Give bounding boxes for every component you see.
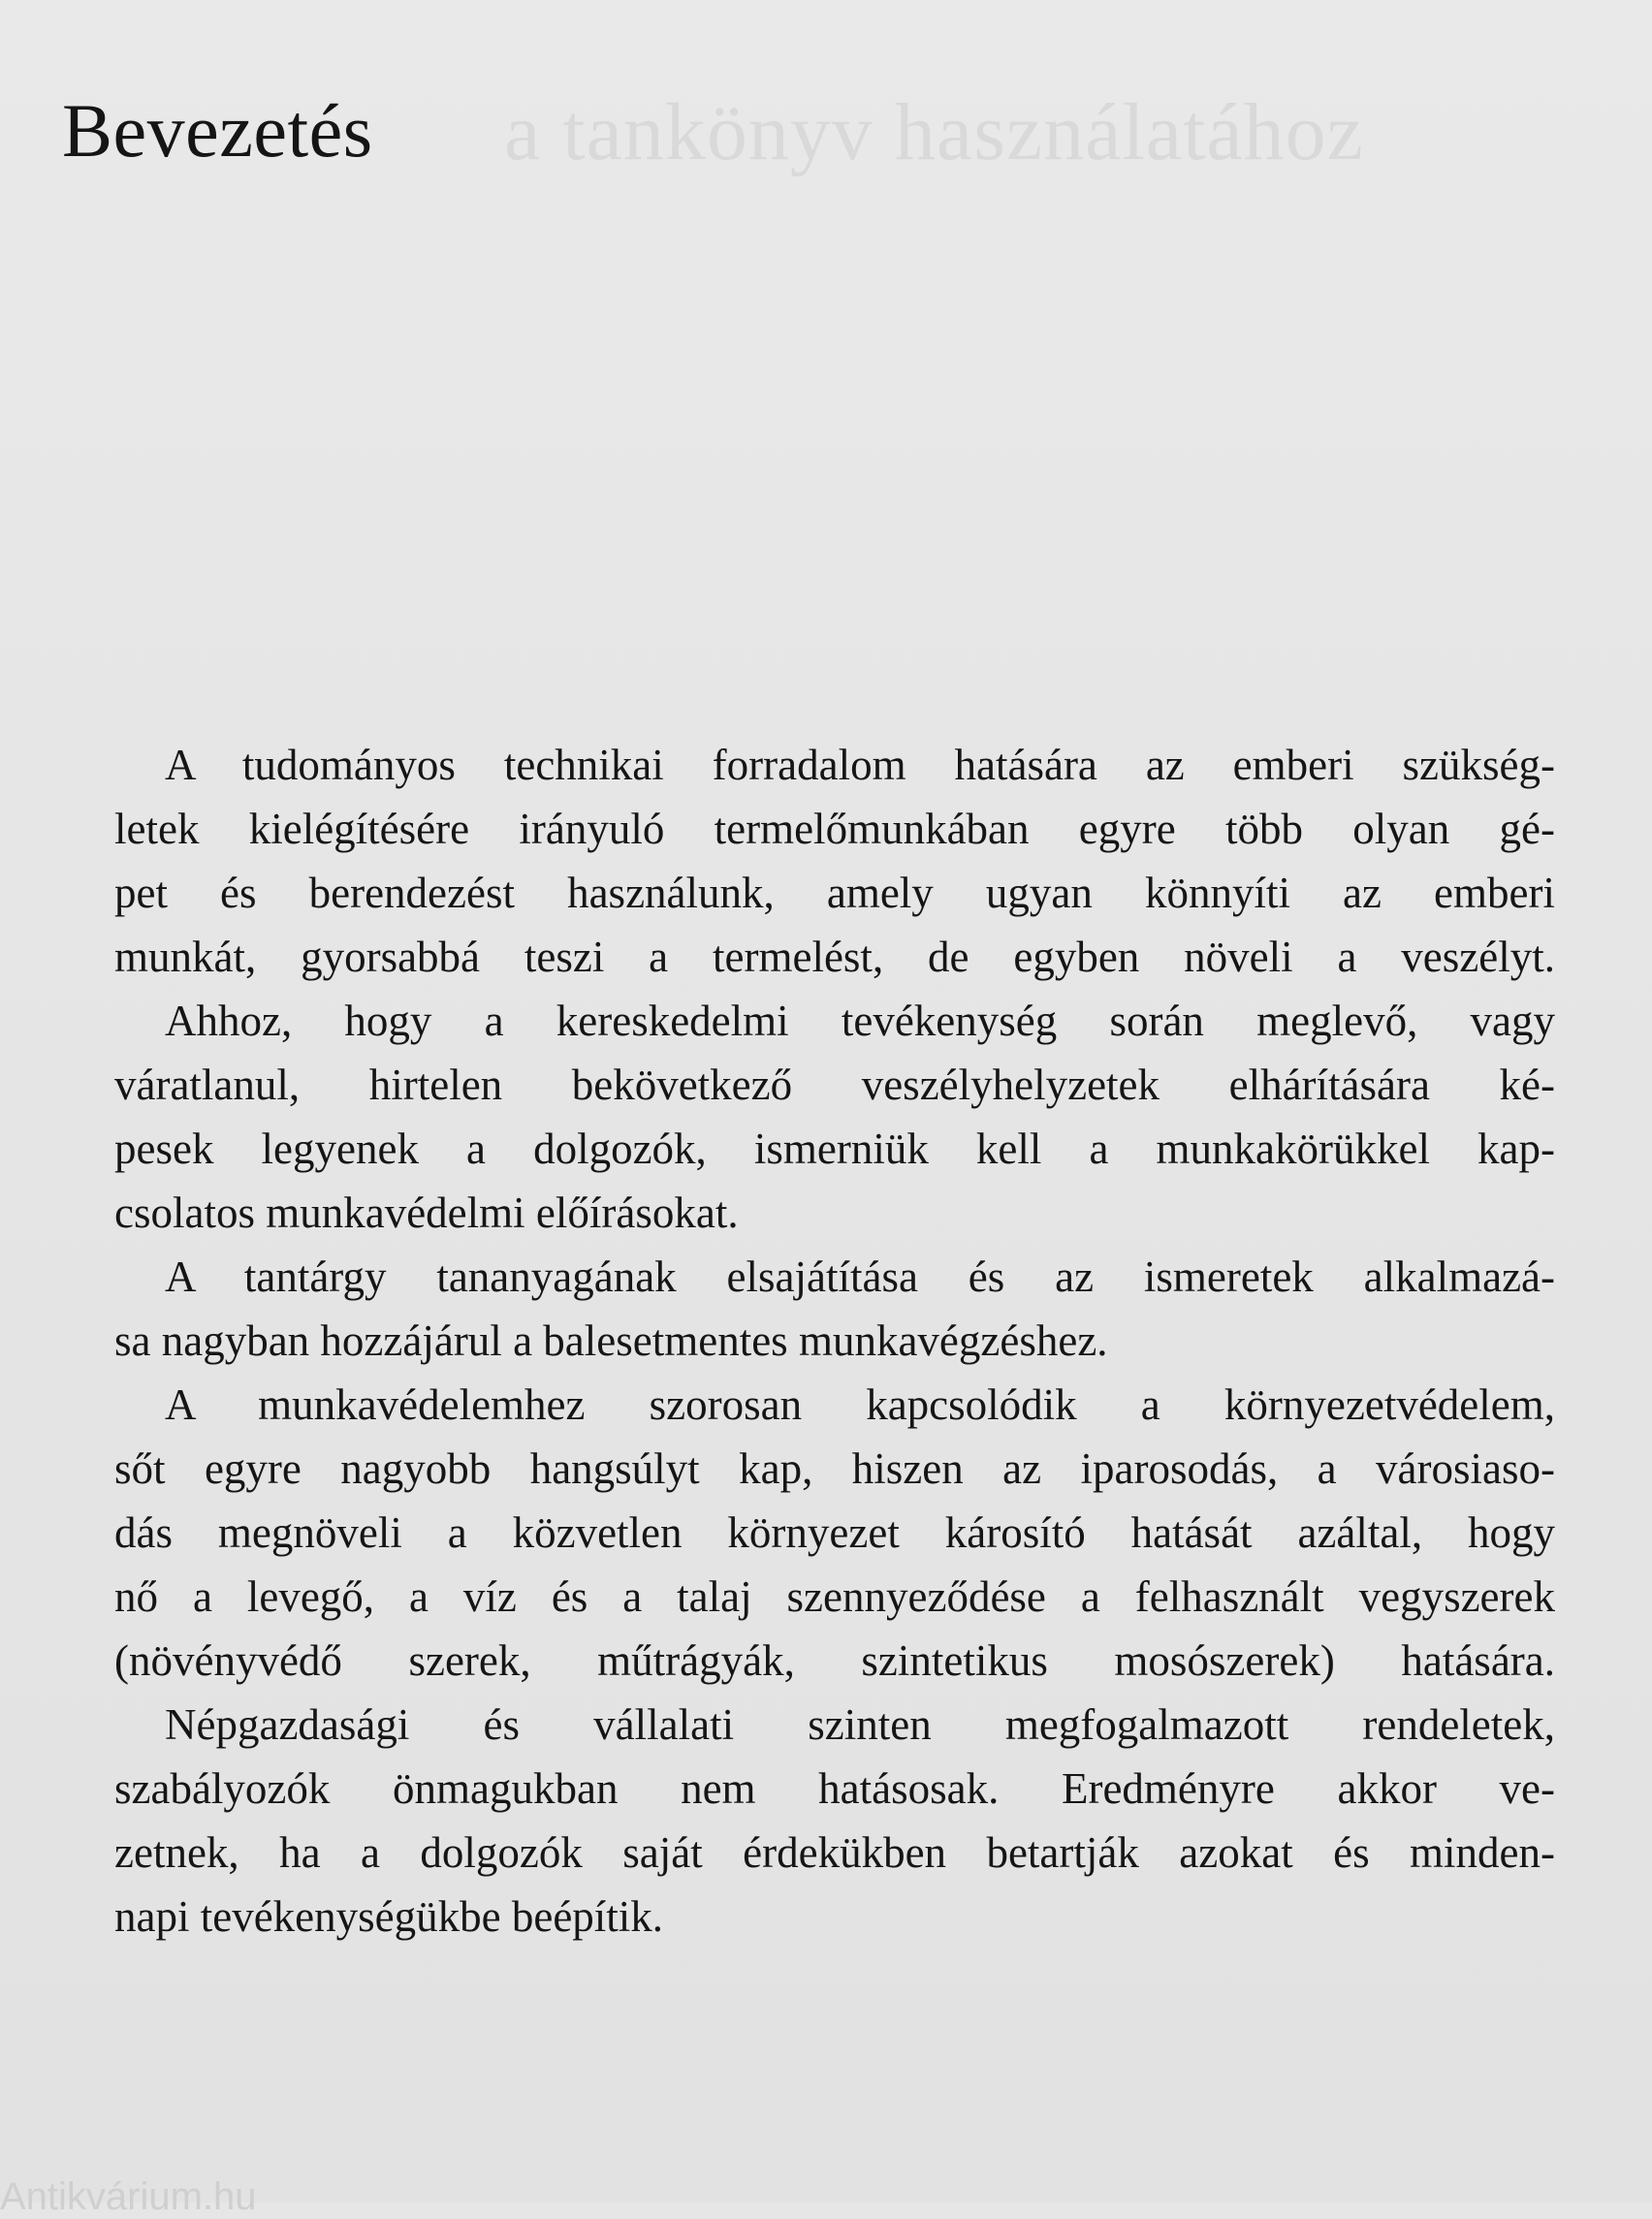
text-line: szabályozók önmagukban nem hatásosak. Eredményre akkor ve- xyxy=(114,1764,1555,1813)
text-line: pet és berendezést használunk, amely ugyan könnyíti az emberi xyxy=(114,869,1555,917)
text-line: zetnek, ha a dolgozók saját érdekükben betartják azokat és minden- xyxy=(114,1828,1555,1877)
text-line: pesek legyenek a dolgozók, ismerniük kell a munkakörükkel kap- xyxy=(114,1125,1555,1173)
text-line: letek kielégítésére irányuló termelőmunkában egyre több olyan gé- xyxy=(114,805,1555,853)
paragraph-5 xyxy=(64,1693,1555,1949)
text-line: váratlanul, hirtelen bekövetkező veszélyhelyzetek elhárítására ké- xyxy=(114,1061,1555,1109)
paragraph-4 xyxy=(64,1373,1555,1693)
paragraph-3 xyxy=(64,1245,1555,1373)
body-text xyxy=(64,733,1555,1949)
page-title: Bevezetés xyxy=(62,88,373,173)
text-line: dás megnöveli a közvetlen környezet károsító hatását azáltal, hogy xyxy=(114,1508,1555,1557)
text-line: napi tevékenységükbe beépítik. xyxy=(114,1892,664,1941)
text-line: A tudományos technikai forradalom hatására az emberi szükség- xyxy=(165,741,1555,789)
text-line: munkát, gyorsabbá teszi a termelést, de egyben növeli a veszélyt. xyxy=(114,933,1555,981)
paragraph-2 xyxy=(64,989,1555,1245)
text-line: (növényvédő szerek, műtrágyák, szintetikus mosószerek) hatására. xyxy=(114,1636,1555,1685)
watermark: Antikvárium.hu xyxy=(0,2175,257,2218)
text-line: A tantárgy tananyagának elsajátítása és az ismeretek alkalmazá- xyxy=(165,1252,1555,1301)
text-line: sőt egyre nagyobb hangsúlyt kap, hiszen az iparosodás, a városiaso- xyxy=(114,1444,1555,1493)
text-line: A munkavédelemhez szorosan kapcsolódik a környezetvédelem, xyxy=(165,1380,1555,1429)
text-line: csolatos munkavédelmi előírásokat. xyxy=(114,1189,739,1237)
text-line: nő a levegő, a víz és a talaj szennyeződése a felhasznált vegyszerek xyxy=(114,1572,1555,1621)
text-line: Népgazdasági és vállalati szinten megfogalmazott rendeletek, xyxy=(165,1700,1555,1749)
paragraph-1 xyxy=(64,733,1555,989)
text-line: Ahhoz, hogy a kereskedelmi tevékenység során meglevő, vagy xyxy=(165,997,1555,1045)
bleed-through-title: a tankönyv használatához xyxy=(504,87,1364,177)
text-line: sa nagyban hozzájárul a balesetmentes munkavégzéshez. xyxy=(114,1316,1108,1365)
